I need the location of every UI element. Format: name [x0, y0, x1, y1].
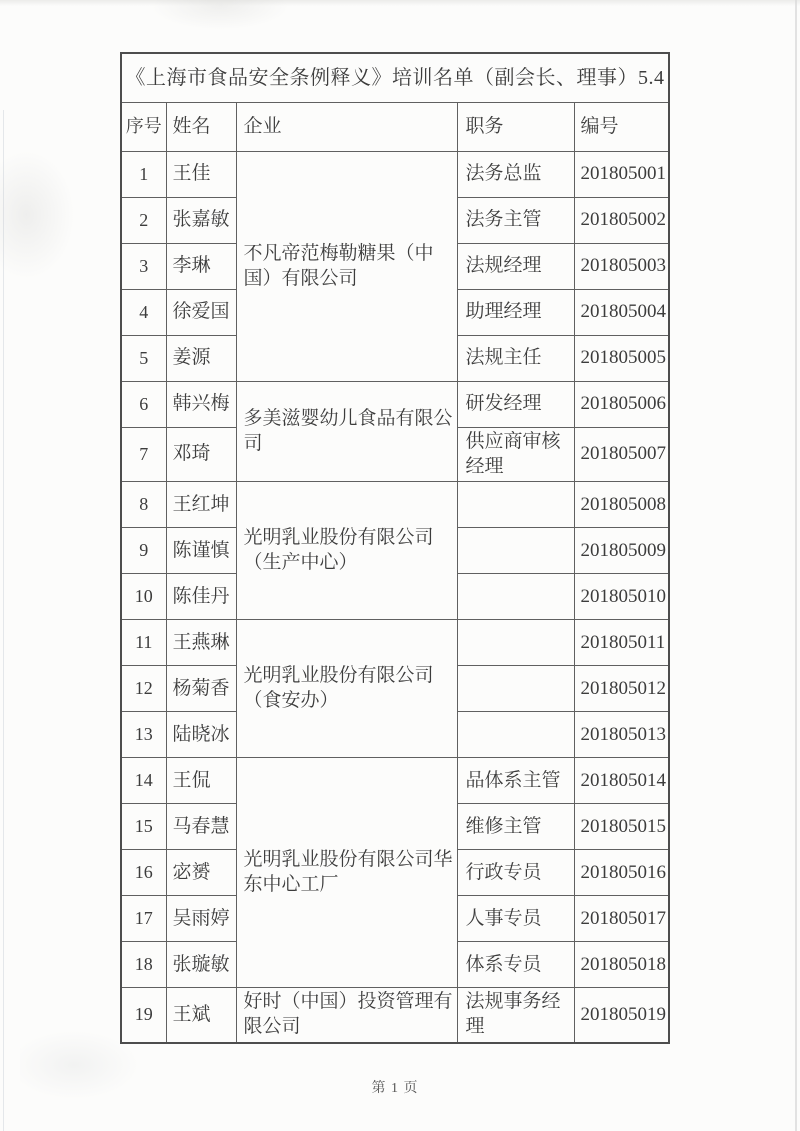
company-cell: 光明乳业股份有限公司华东中心工厂	[236, 758, 457, 988]
name-cell: 姜源	[166, 336, 236, 382]
position-cell	[457, 574, 574, 620]
name-cell: 韩兴梅	[166, 382, 236, 428]
position-cell: 法务主管	[457, 198, 574, 244]
row-no-cell: 9	[121, 528, 166, 574]
row-no-cell: 8	[121, 482, 166, 528]
company-cell: 好时（中国）投资管理有限公司	[236, 988, 457, 1043]
id-cell: 201805001	[574, 152, 669, 198]
name-cell: 王燕琳	[166, 620, 236, 666]
table-row	[121, 620, 669, 666]
name-cell: 陈佳丹	[166, 574, 236, 620]
id-cell: 201805005	[574, 336, 669, 382]
id-cell: 201805010	[574, 574, 669, 620]
row-no-cell: 10	[121, 574, 166, 620]
table-header-row	[121, 103, 669, 152]
row-no-cell: 19	[121, 988, 166, 1043]
id-cell: 201805002	[574, 198, 669, 244]
company-cell: 光明乳业股份有限公司（生产中心）	[236, 482, 457, 620]
position-cell	[457, 620, 574, 666]
name-cell: 张璇敏	[166, 942, 236, 988]
name-cell: 张嘉敏	[166, 198, 236, 244]
row-no-cell: 6	[121, 382, 166, 428]
position-cell: 法规经理	[457, 244, 574, 290]
name-cell: 王佳	[166, 152, 236, 198]
table-row	[121, 988, 669, 1043]
name-cell: 邓琦	[166, 428, 236, 482]
position-cell	[457, 712, 574, 758]
row-no-cell: 13	[121, 712, 166, 758]
row-no-cell: 17	[121, 896, 166, 942]
id-cell: 201805008	[574, 482, 669, 528]
name-cell: 李琳	[166, 244, 236, 290]
name-cell: 王斌	[166, 988, 236, 1043]
row-no-cell: 2	[121, 198, 166, 244]
name-cell: 徐爱国	[166, 290, 236, 336]
position-cell: 品体系主管	[457, 758, 574, 804]
col-header-name: 姓名	[166, 103, 236, 152]
name-cell: 宓赟	[166, 850, 236, 896]
id-cell: 201805012	[574, 666, 669, 712]
id-cell: 201805017	[574, 896, 669, 942]
training-roster-table	[120, 52, 670, 1044]
col-header-position: 职务	[457, 103, 574, 152]
position-cell: 体系专员	[457, 942, 574, 988]
position-cell: 法务总监	[457, 152, 574, 198]
table-row	[121, 152, 669, 198]
row-no-cell: 16	[121, 850, 166, 896]
position-cell: 法规事务经理	[457, 988, 574, 1043]
table-row	[121, 382, 669, 428]
company-cell: 不凡帝范梅勒糖果（中国）有限公司	[236, 152, 457, 382]
col-header-no: 序号	[121, 103, 166, 152]
id-cell: 201805018	[574, 942, 669, 988]
company-cell: 多美滋婴幼儿食品有限公司	[236, 382, 457, 482]
name-cell: 马春慧	[166, 804, 236, 850]
position-cell	[457, 528, 574, 574]
id-cell: 201805009	[574, 528, 669, 574]
row-no-cell: 1	[121, 152, 166, 198]
scan-artifact-smudge	[150, 0, 290, 30]
name-cell: 陆晓冰	[166, 712, 236, 758]
name-cell: 吴雨婷	[166, 896, 236, 942]
table-row	[121, 758, 669, 804]
position-cell	[457, 666, 574, 712]
id-cell: 201805004	[574, 290, 669, 336]
col-header-company: 企业	[236, 103, 457, 152]
name-cell: 王红坤	[166, 482, 236, 528]
position-cell: 人事专员	[457, 896, 574, 942]
position-cell: 法规主任	[457, 336, 574, 382]
name-cell: 陈谨慎	[166, 528, 236, 574]
row-no-cell: 14	[121, 758, 166, 804]
position-cell: 行政专员	[457, 850, 574, 896]
id-cell: 201805015	[574, 804, 669, 850]
row-no-cell: 12	[121, 666, 166, 712]
id-cell: 201805007	[574, 428, 669, 482]
row-no-cell: 18	[121, 942, 166, 988]
id-cell: 201805014	[574, 758, 669, 804]
col-header-id: 编号	[574, 103, 669, 152]
name-cell: 王侃	[166, 758, 236, 804]
scan-artifact-smudge	[0, 150, 75, 280]
id-cell: 201805019	[574, 988, 669, 1043]
position-cell: 维修主管	[457, 804, 574, 850]
table-row	[121, 482, 669, 528]
row-no-cell: 5	[121, 336, 166, 382]
company-cell: 光明乳业股份有限公司（食安办）	[236, 620, 457, 758]
page-number: 第 1 页	[371, 1081, 419, 1096]
scan-artifact-right-edge	[795, 0, 797, 1131]
id-cell: 201805011	[574, 620, 669, 666]
table-title: 《上海市食品安全条例释义》培训名单（副会长、理事）5.4	[121, 53, 669, 103]
name-cell: 杨菊香	[166, 666, 236, 712]
row-no-cell: 3	[121, 244, 166, 290]
id-cell: 201805006	[574, 382, 669, 428]
position-cell: 供应商审核经理	[457, 428, 574, 482]
position-cell: 助理经理	[457, 290, 574, 336]
row-no-cell: 11	[121, 620, 166, 666]
scan-artifact-top	[0, 0, 800, 6]
table-title-row	[121, 53, 669, 103]
id-cell: 201805016	[574, 850, 669, 896]
position-cell: 研发经理	[457, 382, 574, 428]
row-no-cell: 4	[121, 290, 166, 336]
row-no-cell: 15	[121, 804, 166, 850]
row-no-cell: 7	[121, 428, 166, 482]
id-cell: 201805013	[574, 712, 669, 758]
position-cell	[457, 482, 574, 528]
id-cell: 201805003	[574, 244, 669, 290]
